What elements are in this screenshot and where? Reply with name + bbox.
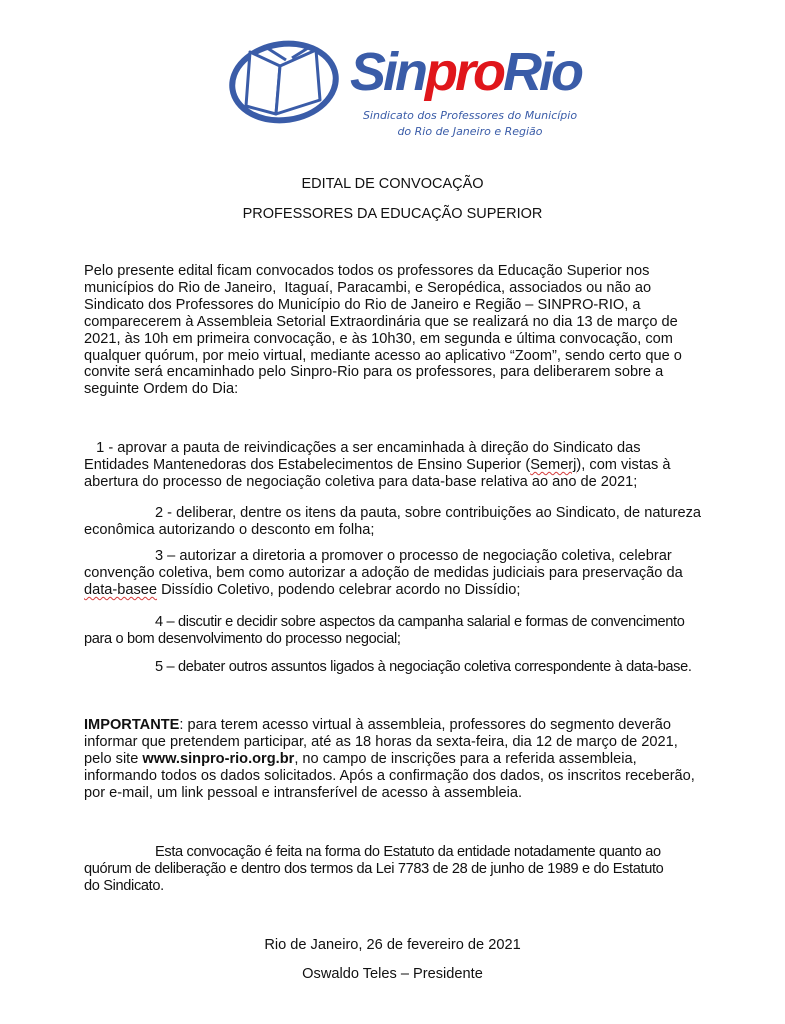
intro-line: qualquer quórum, por meio virtual, mediante acesso ao aplicativo “Zoom”, sendo certo que o [84, 347, 682, 364]
important-line [84, 751, 734, 768]
intro-line: comparecerem à Assembleia Setorial Extraordinária que se realizará no dia 13 de março de [84, 313, 678, 330]
signer-name: Oswaldo Teles – Presidente [302, 966, 483, 982]
intro-line: 2021, às 10h em primeira convocação, e às 10h30, em segunda e última convocação, com [84, 330, 673, 347]
agenda-line: 1 - aprovar a pauta de reivindicações a ser encaminhada à direção do Sindicato das [84, 440, 641, 456]
document-subtitle: PROFESSORES DA EDUCAÇÃO SUPERIOR [242, 206, 543, 222]
agenda-text: ), com vistas à [576, 456, 671, 473]
spellcheck-flagged-word: Semerj [530, 456, 577, 473]
agenda-line [84, 582, 734, 599]
agenda-line: econômica autorizando o desconto em folha; [84, 521, 375, 538]
agenda-item-5 [84, 659, 734, 676]
intro-line: seguinte Ordem do Dia: [84, 381, 239, 398]
agenda-line: abertura do processo de negociação coletiva para data-base relativa ao ano de 2021; [84, 473, 638, 490]
spellcheck-flagged-word: data-basee [84, 581, 158, 598]
intro-paragraph [84, 263, 734, 398]
intro-line: convite será encaminhado pelo Sinpro-Rio para os professores, para deliberarem sobre a [84, 364, 664, 381]
closing-line: quórum de deliberação e dentro dos termos da Lei 7783 de 28 de junho de 1989 e do Estatuto [84, 860, 664, 877]
logo-word-sin: Sin [350, 42, 426, 102]
agenda-item-2 [84, 505, 734, 539]
agenda-item-4 [84, 614, 734, 648]
important-line: informando todos os dados solicitados. Após a confirmação dos dados, os inscritos receberão, [84, 767, 695, 784]
logo-word-pro: pro [425, 42, 504, 102]
closing-line: Esta convocação é feita na forma do Estatuto da entidade notadamente quanto ao [155, 844, 661, 860]
agenda-line: convenção coletiva, bem como autorizar a adoção de medidas judiciais para preservação da [84, 564, 683, 581]
important-text: , no campo de inscrições para a referida assembleia, [294, 750, 637, 767]
open-book-in-ellipse-icon [228, 36, 346, 126]
agenda-line [84, 457, 734, 474]
important-line: por e-mail, um link pessoal e intransferível de acesso à assembleia. [84, 784, 523, 801]
important-text: : para terem acesso virtual à assembleia, professores do segmento deverão [179, 717, 671, 733]
sinpro-rio-logo [228, 36, 588, 151]
agenda-item-1 [84, 440, 734, 491]
logo-wordmark [350, 42, 581, 102]
important-notice [84, 717, 734, 802]
place-and-date: Rio de Janeiro, 26 de fevereiro de 2021 [264, 937, 521, 953]
agenda-line: para o bom desenvolvimento do processo negocial; [84, 630, 401, 647]
agenda-line: 4 – discutir e decidir sobre aspectos da campanha salarial e formas de convencimento [155, 614, 685, 630]
document-title: EDITAL DE CONVOCAÇÃO [301, 176, 484, 192]
important-line [84, 717, 734, 734]
agenda-item-3 [84, 548, 734, 599]
intro-line: Sindicato dos Professores do Município do Rio de Janeiro e Região – SINPRO-RIO, a [84, 296, 641, 313]
agenda-text: Entidades Mantenedoras dos Estabelecimentos de Ensino Superior ( [84, 456, 531, 473]
intro-line: Pelo presente edital ficam convocados todos os professores da Educação Superior nos [84, 263, 650, 279]
agenda-text: Dissídio Coletivo, podendo celebrar acordo no Dissídio; [157, 581, 521, 598]
important-text: pelo site [84, 750, 143, 767]
logo-word-rio: Rio [503, 42, 582, 102]
intro-line: municípios do Rio de Janeiro, Itaguaí, Paracambi, e Seropédica, associados ou não ao [84, 279, 652, 296]
agenda-line: 2 - deliberar, dentre os itens da pauta, sobre contribuições ao Sindicato, de natureza [155, 505, 701, 521]
logo-subtitle-line-1: Sindicato dos Professores do Município [362, 109, 578, 122]
important-label: IMPORTANTE [84, 717, 180, 733]
agenda-line: 5 – debater outros assuntos ligados à negociação coletiva correspondente à data-base. [155, 659, 692, 675]
agenda-line: 3 – autorizar a diretoria a promover o processo de negociação coletiva, celebrar [155, 548, 672, 564]
site-link[interactable]: www.sinpro-rio.org.br [142, 750, 295, 767]
logo-subtitle-line-2: do Rio de Janeiro e Região [397, 125, 543, 138]
closing-paragraph [84, 844, 734, 895]
closing-line: do Sindicato. [84, 877, 164, 894]
important-line: informar que pretendem participar, até as 18 horas da sexta-feira, dia 12 de março de 2021, [84, 733, 678, 750]
